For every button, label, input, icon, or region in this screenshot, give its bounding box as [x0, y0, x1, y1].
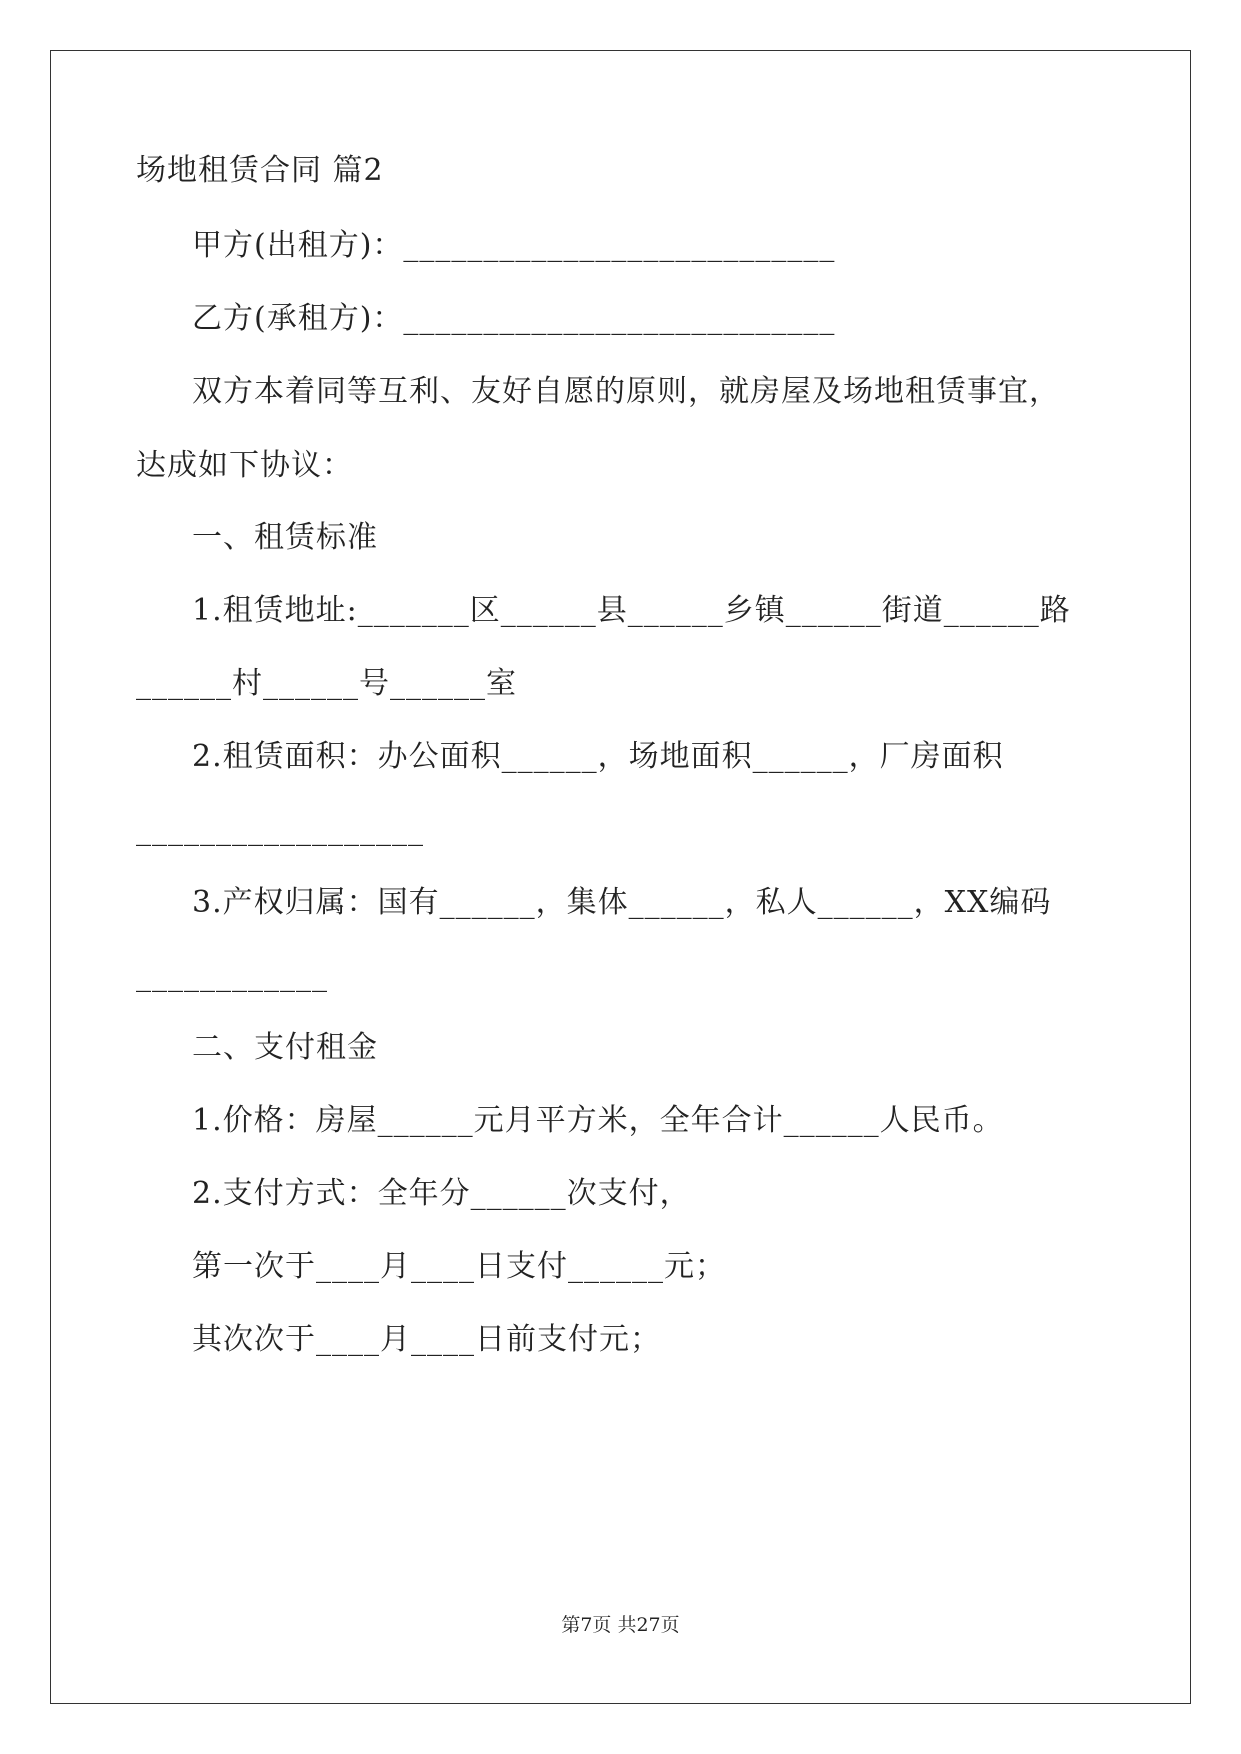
intro-paragraph-line-2: 达成如下协议： [136, 448, 353, 483]
area-line-2: __________________ [136, 812, 424, 847]
page-border [50, 50, 1191, 1704]
price-line: 1.价格：房屋______元月平方米，全年合计______人民币。 [192, 1103, 1004, 1138]
address-line-2: ______村______号______室 [136, 666, 517, 701]
ownership-line-2: ____________ [136, 958, 328, 993]
document-title: 场地租赁合同 篇2 [136, 153, 384, 188]
area-line-1: 2.租赁面积：办公面积______，场地面积______，厂房面积 [192, 739, 1004, 774]
ownership-line-1: 3.产权归属：国有______，集体______，私人______，XX编码 [192, 885, 1052, 920]
first-payment-line: 第一次于____月____日支付______元； [192, 1249, 726, 1284]
address-line-1: 1.租赁地址:_______区______县______乡镇______街道______路 [192, 593, 1071, 628]
page-number-footer: 第7页 共27页 [561, 1614, 680, 1636]
section-1-heading: 一、租赁标准 [192, 520, 378, 555]
payment-method-line: 2.支付方式：全年分______次支付， [192, 1176, 691, 1211]
second-payment-line: 其次次于____月____日前支付元； [192, 1322, 661, 1357]
intro-paragraph-line-1: 双方本着同等互利、友好自愿的原则，就房屋及场地租赁事宜， [192, 374, 1060, 409]
section-2-heading: 二、支付租金 [192, 1030, 378, 1065]
party-b-line: 乙方(承租方)：___________________________ [192, 301, 836, 336]
party-a-line: 甲方(出租方)：___________________________ [192, 228, 836, 263]
